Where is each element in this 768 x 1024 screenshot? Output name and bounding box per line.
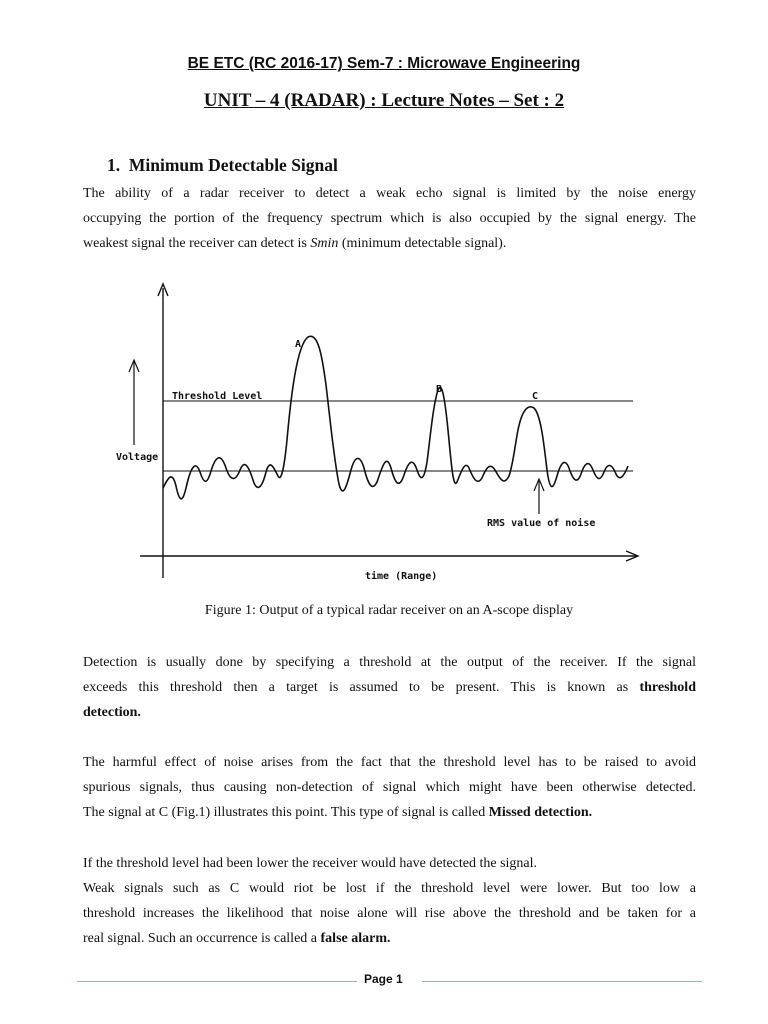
detection-text: exceeds this threshold then a target is assumed to be present. This is known as <box>83 680 640 695</box>
intro-line: occupying the portion of the frequency spectrum which is also occupied by the signal energy. The <box>83 211 696 226</box>
footer-rule-right <box>422 981 702 982</box>
figure-caption: Figure 1: Output of a typical radar receiver on an A-scope display <box>204 603 574 618</box>
receiver-output-waveform <box>163 336 628 498</box>
footer-rule-left <box>77 981 357 982</box>
intro-text: weakest signal the receiver can detect is <box>83 236 311 251</box>
peak-b-label: B <box>436 384 443 395</box>
noise-paragraph <box>83 750 696 825</box>
detection-paragraph <box>83 650 696 725</box>
course-header: BE ETC (RC 2016-17) Sem-7 : Microwave Engineering <box>187 55 581 72</box>
smin-term: Smin <box>310 236 339 251</box>
intro-line <box>83 231 696 256</box>
voltage-label: Voltage <box>116 452 159 463</box>
detection-line <box>83 675 696 700</box>
a-scope-figure <box>105 275 645 595</box>
peak-c-label: C <box>532 391 539 402</box>
page-number: Page 1 <box>364 972 403 986</box>
missed-detection-term: Missed detection. <box>488 805 593 820</box>
noise-line: The harmful effect of noise arises from the fact that the threshold level has to be raised to avoid <box>83 755 696 770</box>
lower-threshold-paragraph <box>83 851 696 876</box>
weak-signal-text: real signal. Such an occurrence is called a <box>83 931 321 946</box>
intro-line: The ability of a radar receiver to detect a weak echo signal is limited by the noise energy <box>83 186 696 201</box>
intro-text: (minimum detectable signal). <box>338 236 507 251</box>
noise-text: The signal at C (Fig.1) illustrates this point. This type of signal is called <box>83 805 489 820</box>
threshold-label: Threshold Level <box>172 391 263 402</box>
noise-line <box>83 800 696 825</box>
noise-line: spurious signals, thus causing non-detection of signal which might have been otherwise detected. <box>83 780 696 795</box>
time-label: time (Range) <box>365 571 438 582</box>
false-alarm-term: false alarm. <box>320 931 391 946</box>
lower-threshold-line: If the threshold level had been lower the receiver would have detected the signal. <box>83 856 538 871</box>
weak-signal-line: Weak signals such as C would riot be lost if the threshold level were lower. But too low a <box>83 881 696 896</box>
threshold-term: threshold <box>639 680 696 695</box>
weak-signal-line <box>83 926 696 951</box>
section-heading <box>107 155 338 176</box>
detection-line <box>83 700 696 725</box>
weak-signal-line: threshold increases the likelihood that noise alone will rise above the threshold and be taken for a <box>83 906 696 921</box>
weak-signal-paragraph <box>83 876 696 951</box>
peak-a-label: A <box>295 339 302 350</box>
detection-term: detection. <box>83 705 141 720</box>
section-number: 1. <box>107 155 121 175</box>
unit-title: UNIT – 4 (RADAR) : Lecture Notes – Set : 2 <box>203 90 565 111</box>
section-title: Minimum Detectable Signal <box>128 155 338 175</box>
detection-line: Detection is usually done by specifying a threshold at the output of the receiver. If the signal <box>83 655 696 670</box>
rms-label: RMS value of noise <box>487 518 596 529</box>
intro-paragraph <box>83 181 696 256</box>
